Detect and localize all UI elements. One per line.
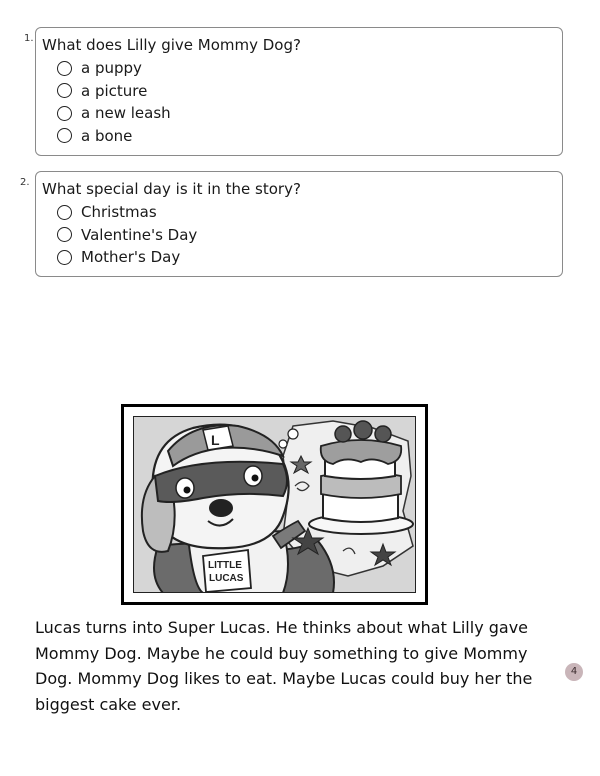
radio-button[interactable] (57, 83, 72, 98)
option-label: Valentine's Day (81, 225, 198, 244)
question-1-option-3[interactable] (57, 102, 562, 125)
radio-button[interactable] (57, 128, 72, 143)
super-lucas-illustration (133, 416, 416, 593)
mask-letter: L (211, 432, 220, 448)
question-2-box (35, 171, 563, 277)
badge-line-1: LITTLE (208, 560, 242, 571)
option-label: Mother's Day (81, 248, 181, 267)
story-passage: Lucas turns into Super Lucas. He thinks about what Lilly gave Mommy Dog. Maybe he could buy something to give Mommy Dog. Mommy Dog likes to eat. Maybe Lucas could buy her the biggest cake ever. (35, 618, 533, 714)
radio-button[interactable] (57, 250, 72, 265)
story-illustration (121, 404, 428, 605)
radio-button[interactable] (57, 205, 72, 220)
question-2-option-3[interactable] (57, 246, 562, 269)
page-number-badge: 4 (565, 663, 583, 681)
option-label: a picture (81, 81, 148, 100)
question-2-text: What special day is it in the story? (42, 180, 301, 198)
question-2-option-2[interactable] (57, 224, 562, 247)
radio-button[interactable] (57, 106, 72, 121)
option-label: a bone (81, 126, 133, 145)
option-label: a puppy (81, 59, 142, 78)
radio-button[interactable] (57, 61, 72, 76)
question-2-number: 2. (20, 177, 30, 188)
option-label: Christmas (81, 203, 157, 222)
question-1-option-4[interactable] (57, 125, 562, 148)
radio-button[interactable] (57, 227, 72, 242)
question-1-number: 1. (24, 33, 34, 44)
question-1-option-2[interactable] (57, 80, 562, 103)
badge-line-2: LUCAS (209, 573, 244, 584)
question-2-option-1[interactable] (57, 201, 562, 224)
question-1-text: What does Lilly give Mommy Dog? (42, 36, 301, 54)
question-1-option-1[interactable] (57, 57, 562, 80)
question-1-box (35, 27, 563, 156)
option-label: a new leash (81, 104, 171, 123)
